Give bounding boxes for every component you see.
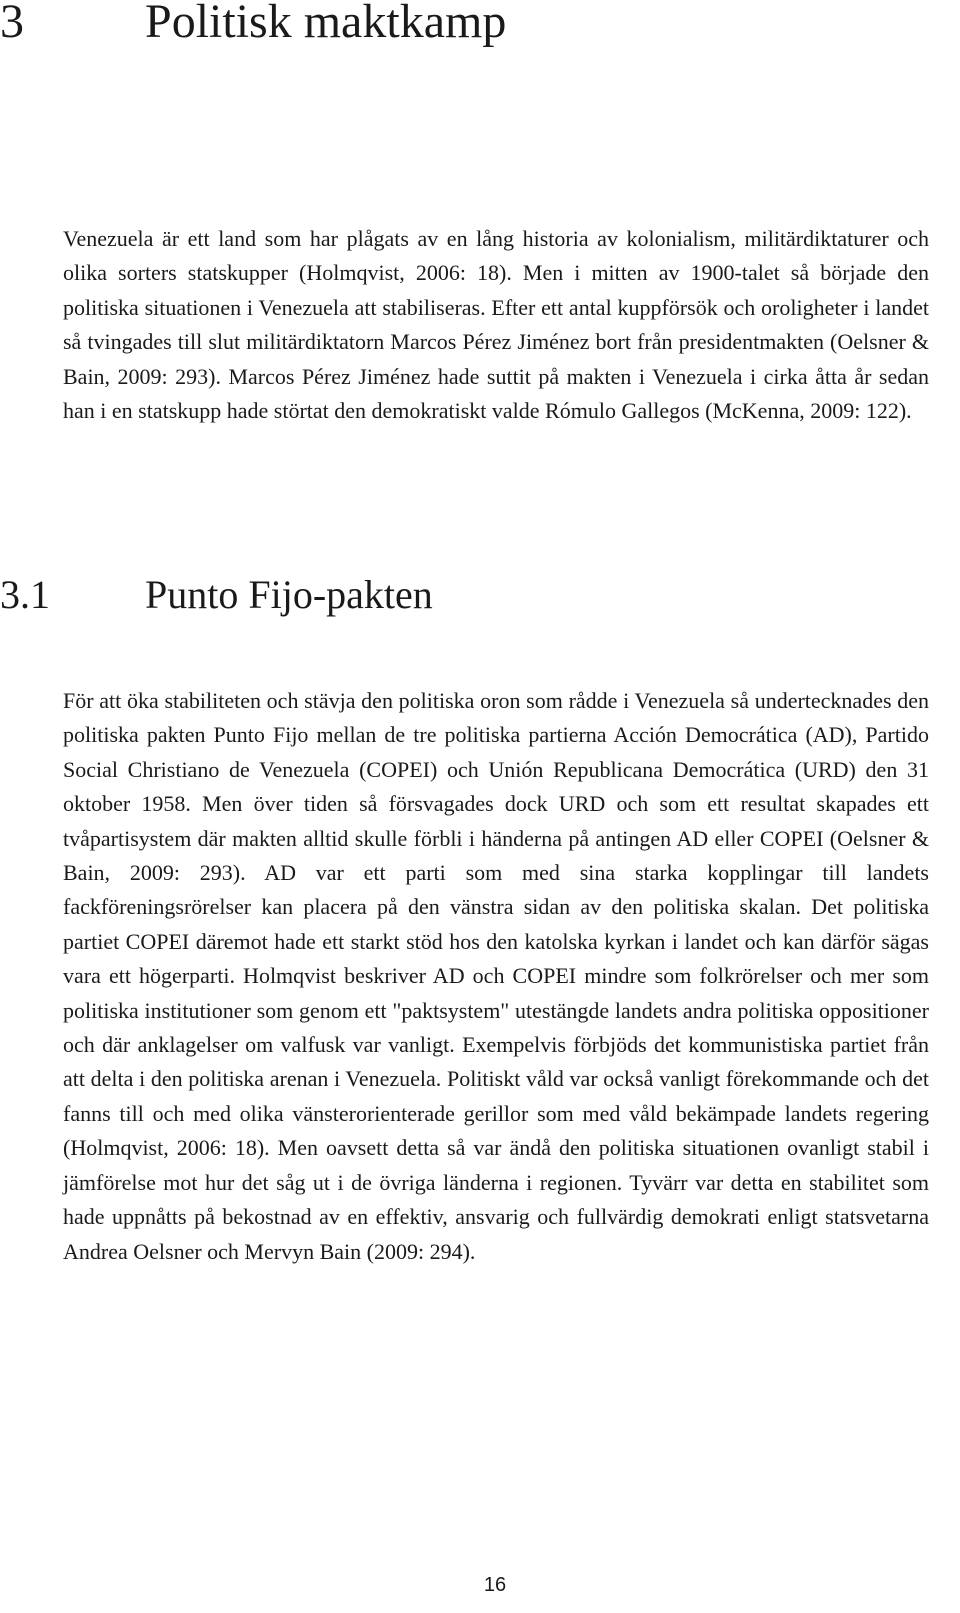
body-paragraph-2: För att öka stabiliteten och stävja den politiska oron som rådde i Venezuela så undertecknades den politiska pakten Punto Fijo mellan de tre politiska partierna Acción Democrática (AD), Partido Social Christiano de Venezuela (COPEI) och Unión Republicana Democrática (URD) den 31 oktober 1958. Men över tiden så försvagades dock URD och som ett resultat skapades ett tvåpartisystem där makten alltid skulle förbli i händerna på antingen AD eller COPEI (Oelsner & Bain, 2009: 293). AD var ett parti som med sina starka kopplingar till landets fackföreningsrörelser kan placera på den vänstra sidan av den politiska skalan. Det politiska partiet COPEI däremot hade ett starkt stöd hos den katolska kyrkan i landet och kan därför sägas vara ett högerparti. Holmqvist beskriver AD och COPEI mindre som folkrörelser och mer som politiska institutioner som genom ett "paktsystem" utestängde landets andra politiska oppositioner och där anklagelser om valfusk var vanligt. Exempelvis förbjöds det kommunistiska partiet från att delta i den politiska arenan i Venezuela. Politiskt våld var också vanligt förekommande och det fanns till och med olika vänsterorienterade gerillor som med våld bekämpade landets regering (Holmqvist, 2006: 18). Men oavsett detta så var ändå den politiska situationen ovanligt stabil i jämförelse mot hur det såg ut i de övriga länderna i regionen. Tyvärr var detta en stabilitet som hade uppnåtts på bekostnad av en effektiv, ansvarig och fullvärdig demokrati enligt statsvetarna Andrea Oelsner och Mervyn Bain (2009: 294). [63, 688, 929, 1264]
section-heading [0, 570, 433, 620]
page-number: 16 [483, 1574, 507, 1596]
chapter-heading [0, 0, 506, 52]
chapter-number: 3 [0, 0, 24, 48]
section-title: Punto Fijo-pakten [145, 572, 433, 617]
body-paragraph-1: Venezuela är ett land som har plågats av en lång historia av kolonialism, militärdiktaturer och olika sorters statskupper (Holmqvist, 2006: 18). Men i mitten av 1900-talet så började den politiska situationen i Venezuela att stabiliseras. Efter ett antal kuppförsök och oroligheter i landet så tvingades till slut militärdiktatorn Marcos Pérez Jiménez bort från presidentmakten (Oelsner & Bain, 2009: 293). Marcos Pérez Jiménez hade suttit på makten i Venezuela i cirka åtta år sedan han i en statskupp hade störtat den demokratiskt valde Rómulo Gallegos (McKenna, 2009: 122). [63, 226, 929, 424]
chapter-title: Politisk maktkamp [145, 0, 507, 48]
section-number: 3.1 [0, 572, 50, 617]
